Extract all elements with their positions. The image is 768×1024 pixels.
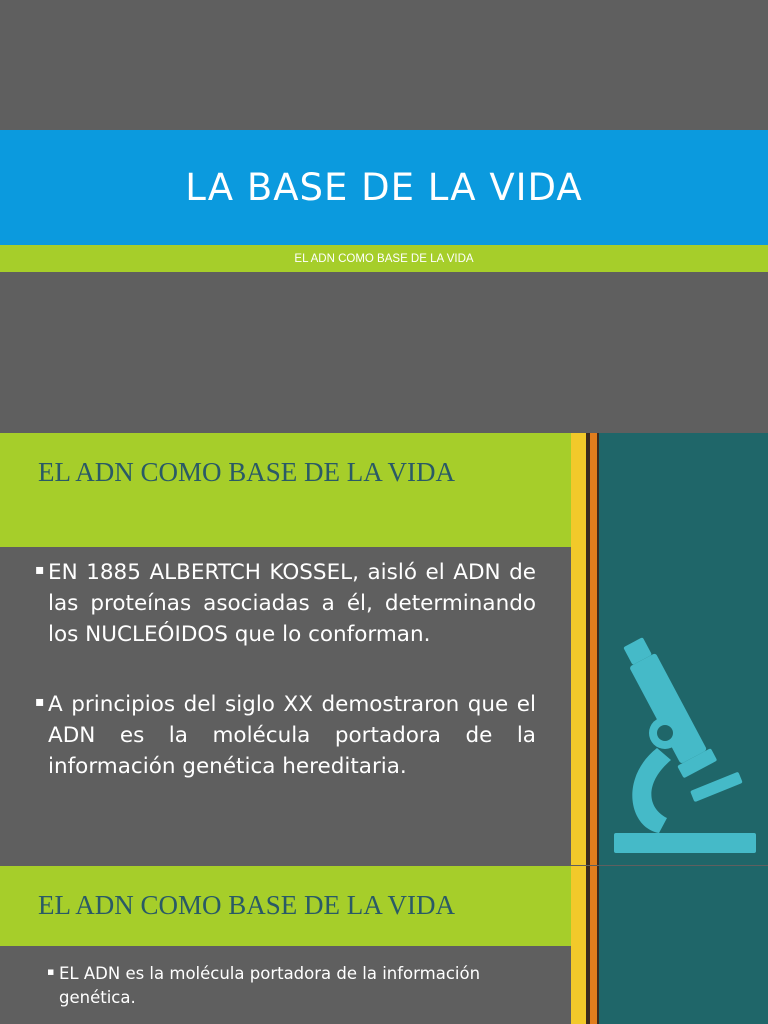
decorative-stripe bbox=[590, 433, 597, 865]
image-panel bbox=[599, 866, 768, 1024]
subtitle-band bbox=[0, 245, 768, 272]
content-box bbox=[0, 946, 571, 1024]
heading-panel bbox=[0, 866, 571, 1024]
slide-subtitle: EL ADN COMO BASE DE LA VIDA bbox=[294, 252, 474, 265]
content-box bbox=[0, 547, 571, 865]
title-slide bbox=[0, 0, 768, 432]
slide-heading: EL ADN COMO BASE DE LA VIDA bbox=[38, 890, 456, 920]
image-panel bbox=[599, 433, 768, 865]
heading-panel bbox=[0, 433, 571, 865]
slide-heading: EL ADN COMO BASE DE LA VIDA bbox=[38, 457, 456, 487]
bullet-item bbox=[35, 557, 536, 650]
slide-title: LA BASE DE LA VIDA bbox=[185, 166, 583, 209]
bullet-text: EN 1885 ALBERTCH KOSSEL, aisló el ADN de las proteínas asociadas a él, determinando los NUCLEÓIDOS que lo conforman. bbox=[48, 560, 536, 647]
bullet-icon: ▪ bbox=[47, 965, 55, 978]
title-band bbox=[0, 130, 768, 245]
bullet-icon: ▪ bbox=[35, 694, 45, 710]
content-slide-1 bbox=[0, 433, 768, 865]
bullet-icon: ▪ bbox=[35, 562, 45, 578]
bullet-item bbox=[35, 689, 536, 782]
bullet-text: A principios del siglo XX demostraron que el ADN es la molécula portadora de la información genética hereditaria. bbox=[48, 692, 536, 779]
bullet-item bbox=[47, 962, 549, 1010]
content-slide-2 bbox=[0, 866, 768, 1024]
decorative-stripe bbox=[571, 866, 586, 1024]
decorative-stripe bbox=[590, 866, 597, 1024]
bullet-text: EL ADN es la molécula portadora de la información genética. bbox=[59, 964, 481, 1007]
decorative-stripe bbox=[571, 433, 586, 865]
microscope-icon bbox=[609, 628, 759, 858]
